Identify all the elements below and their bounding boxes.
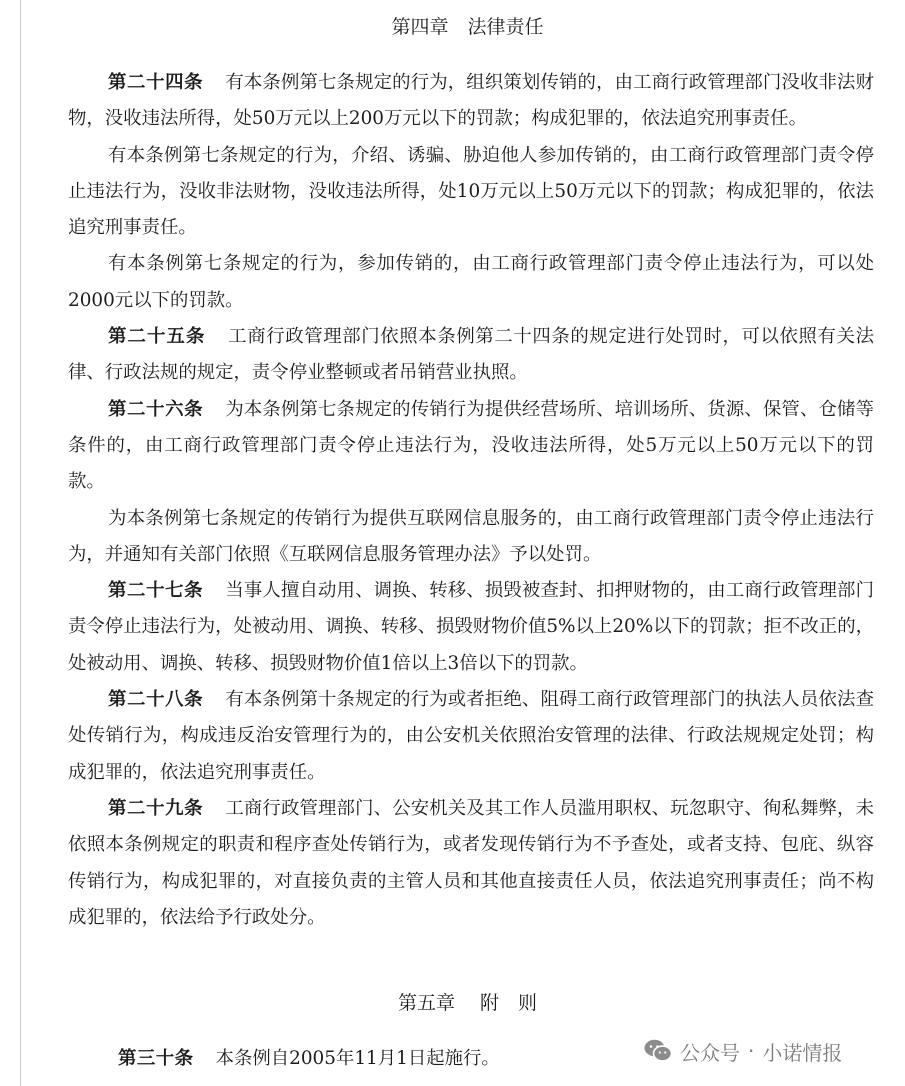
article-24-text-1: 有本条例第七条规定的行为，组织策划传销的，由工商行政管理部门没收非法财物，没收违法所得，处50万元以上200万元以下的罚款；构成犯罪的，依法追究刑事责任。	[68, 72, 874, 130]
article-27-label: 第二十七条	[108, 580, 204, 602]
article-28-text-1: 有本条例第十条规定的行为或者拒绝、阻碍工商行政管理部门的执法人员依法查处传销行为，构成违反治安管理行为的，由公安机关依照治安管理的法律、行政法规规定处罚；构成犯罪的，依法追究刑事责任。	[68, 689, 874, 783]
article-27-paragraph-1	[68, 573, 874, 682]
chapter-4-title: 第四章 法律责任	[391, 16, 544, 38]
article-26-text-2: 为本条例第七条规定的传销行为提供互联网信息服务的，由工商行政管理部门责令停止违法行为，并通知有关部门依照《互联网信息服务管理办法》予以处罚。	[68, 507, 874, 565]
article-26-paragraph-2	[68, 501, 874, 574]
article-26-paragraph-1	[68, 392, 874, 501]
chapter-5-title: 第五章 附 则	[397, 992, 538, 1014]
article-24-text-3: 有本条例第七条规定的行为，参加传销的，由工商行政管理部门责令停止违法行为，可以处2000元以下的罚款。	[68, 253, 874, 311]
chapter-4-articles	[68, 65, 874, 936]
article-30-text-1: 本条例自2005年11月1日起施行。	[215, 1048, 500, 1069]
article-29-paragraph-1	[68, 791, 874, 936]
article-29-label: 第二十九条	[108, 797, 204, 819]
article-25-paragraph-1	[68, 319, 874, 392]
article-26-text-1: 为本条例第七条规定的传销行为提供经营场所、培训场所、货源、保管、仓储等条件的，由工商行政管理部门责令停止违法行为，没收违法所得，处5万元以上50万元以下的罚款。	[68, 398, 874, 493]
article-25-label: 第二十五条	[108, 326, 206, 348]
article-24-paragraph-2	[68, 138, 874, 247]
article-30-label: 第三十条	[118, 1048, 194, 1069]
wechat-watermark	[643, 1036, 842, 1066]
article-29-text-1: 工商行政管理部门、公安机关及其工作人员滥用职权、玩忽职守、徇私舞弊，未依照本条例规定的职责和程序查处传销行为，或者发现传销行为不予查处，或者支持、包庇、纵容传销行为，构成犯罪的，对直接负责的主管人员和其他直接责任人员，依法追究刑事责任；尚不构成犯罪的，依法给予行政处分。	[68, 797, 874, 928]
article-27-text-1: 当事人擅自动用、调换、转移、损毁被查封、扣押财物的，由工商行政管理部门责令停止违法行为，处被动用、调换、转移、损毁财物价值5%以上20%以下的罚款；拒不改正的，处被动用、调换、转移、损毁财物价值1倍以上3倍以下的罚款。	[68, 580, 874, 674]
watermark-account-label: 公众号	[680, 1040, 740, 1065]
article-25-text-1: 工商行政管理部门依照本条例第二十四条的规定进行处罚时，可以依照有关法律、行政法规的规定，责令停业整顿或者吊销营业执照。	[68, 326, 874, 384]
article-28-paragraph-1	[68, 682, 874, 791]
watermark-separator: ·	[748, 1039, 755, 1063]
article-24-paragraph-3	[68, 246, 874, 319]
article-24-label: 第二十四条	[108, 72, 204, 93]
article-24-paragraph-1	[68, 65, 874, 138]
article-24-text-2: 有本条例第七条规定的行为，介绍、诱骗、胁迫他人参加传销的，由工商行政管理部门责令停止违法行为，没收非法财物，没收违法所得，处10万元以上50万元以下的罚款；构成犯罪的，依法追究刑事责任。	[68, 144, 874, 239]
wechat-icon	[643, 1038, 673, 1064]
article-26-label: 第二十六条	[108, 398, 204, 420]
article-28-label: 第二十八条	[108, 689, 204, 711]
watermark-account-name: 小诺情报	[762, 1040, 843, 1065]
